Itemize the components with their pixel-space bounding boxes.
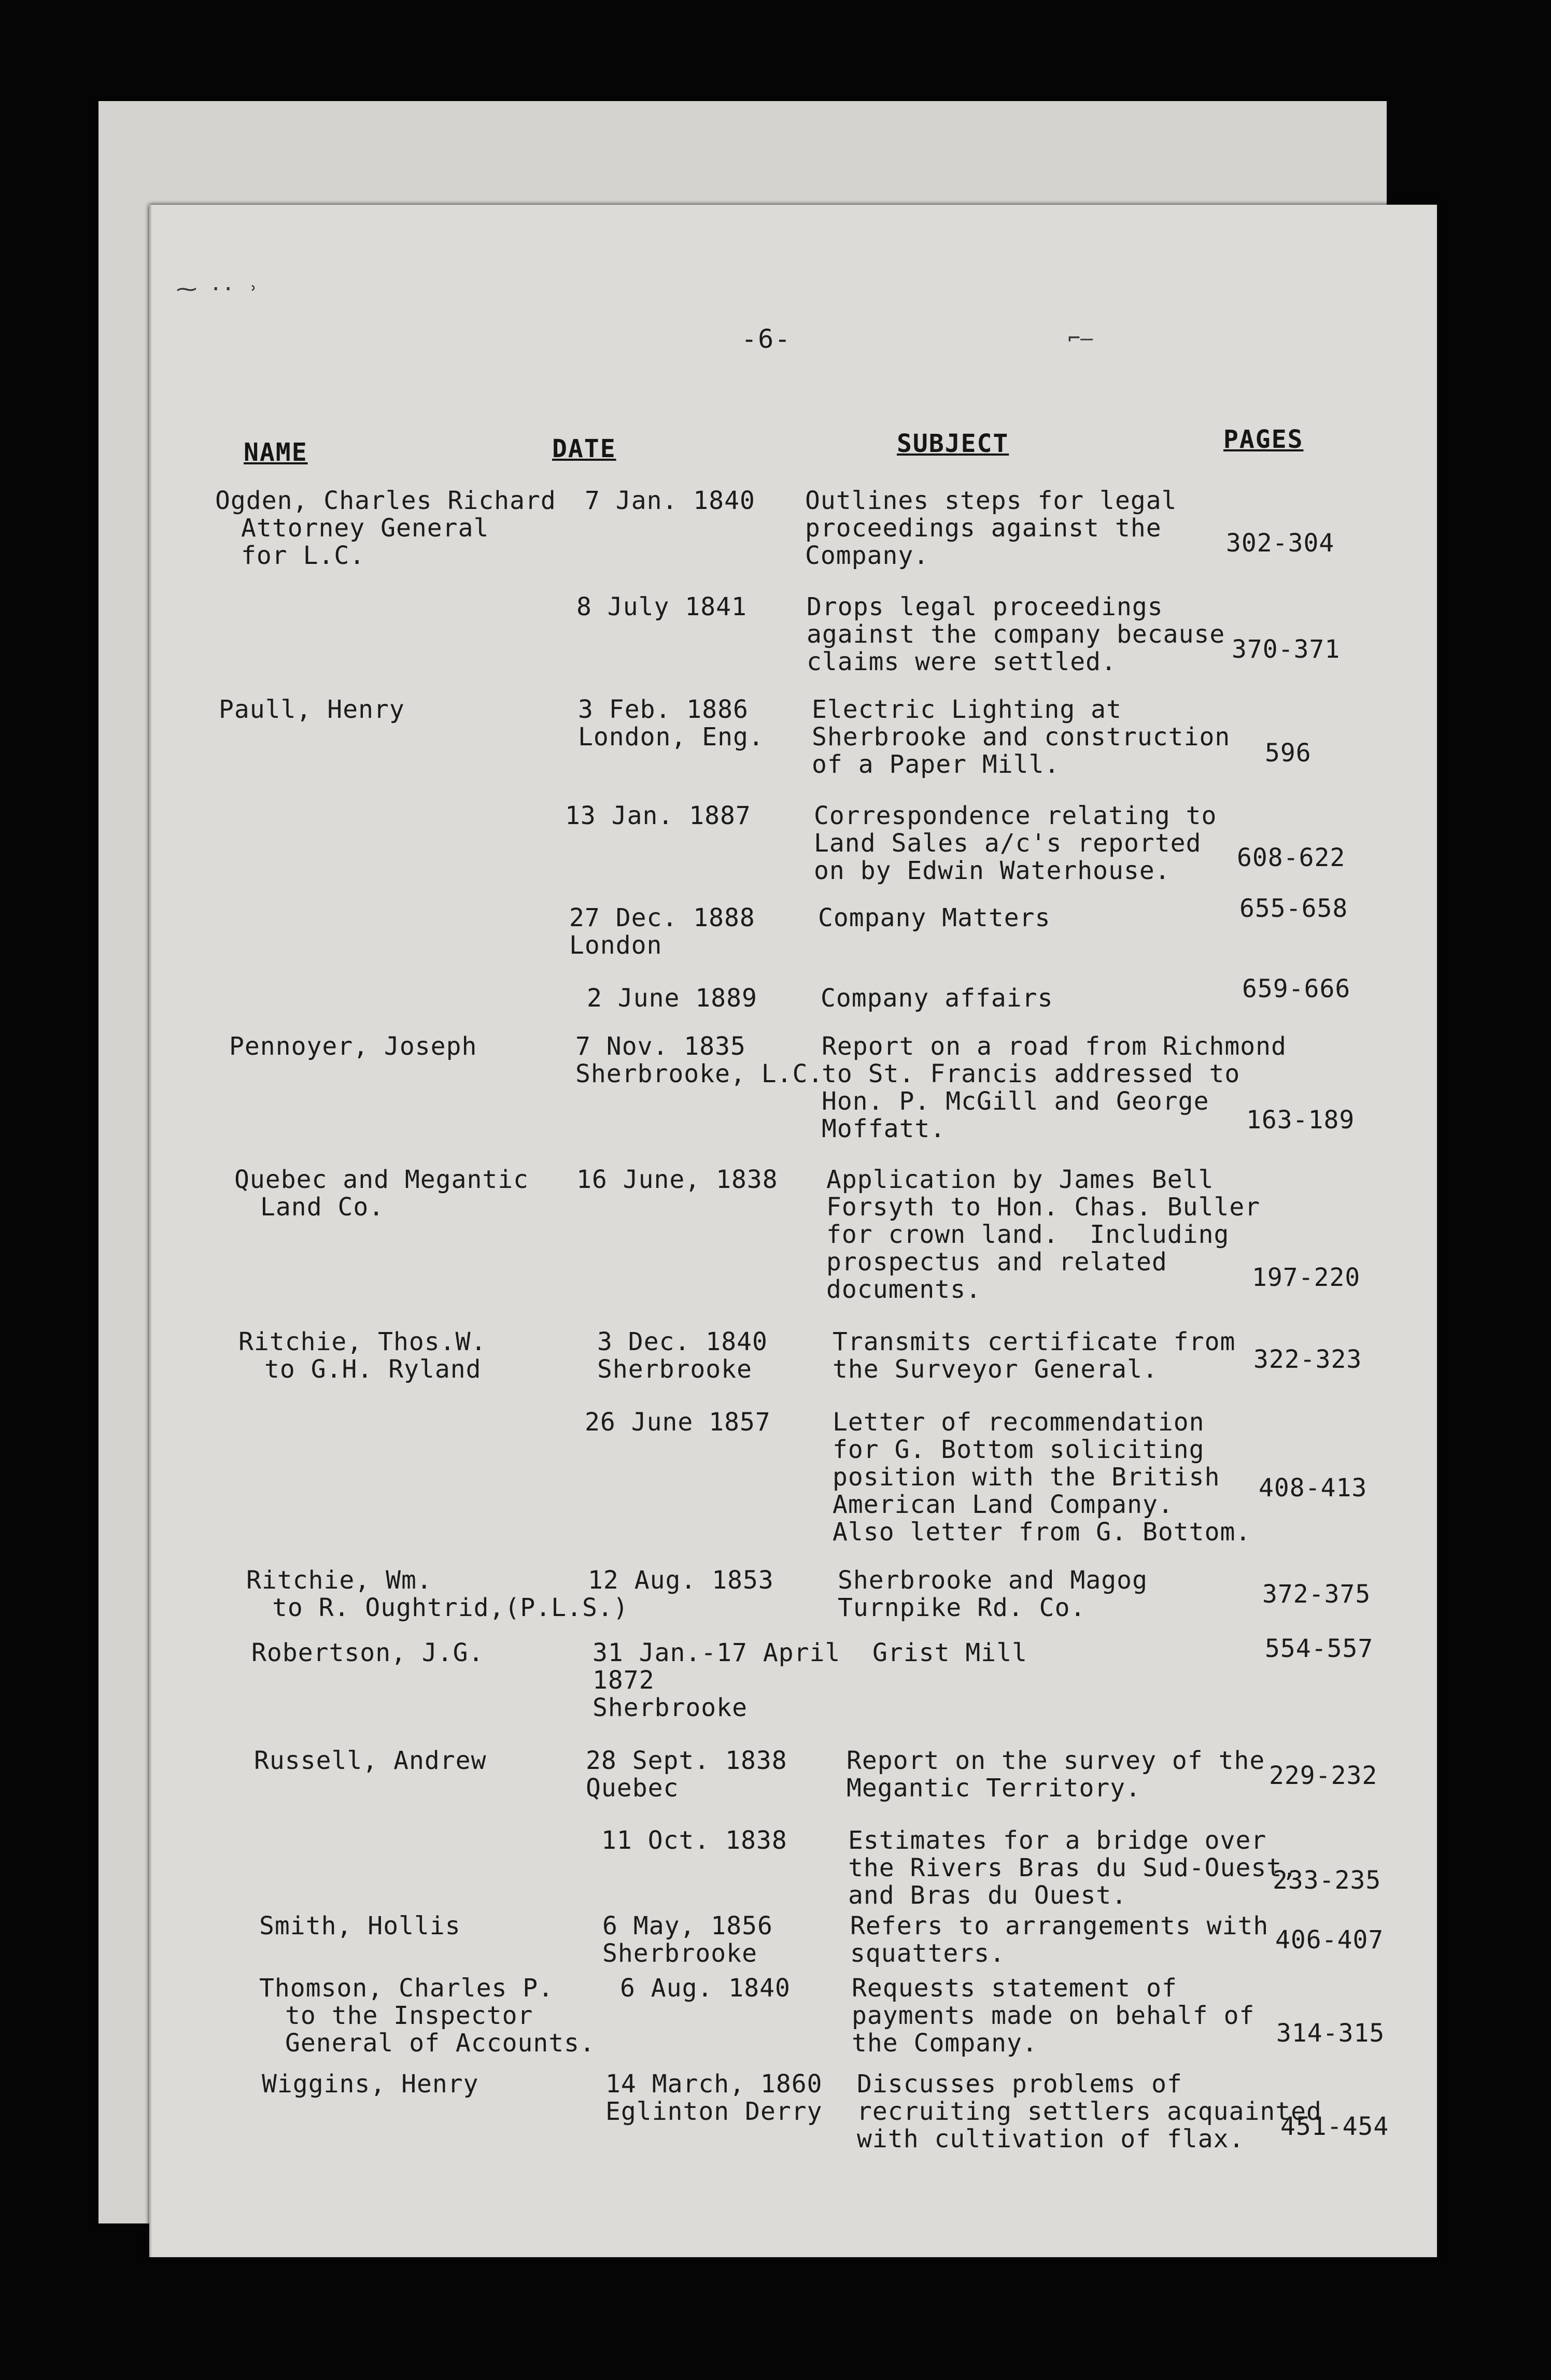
entry-date-line: Eglinton Derry bbox=[605, 2097, 823, 2126]
entry-date-line: London, Eng. bbox=[578, 722, 764, 752]
entry-subject-line: for crown land. Including bbox=[826, 1220, 1230, 1249]
entry-date-line: 16 June, 1838 bbox=[576, 1165, 778, 1194]
entry-name-line: to R. Oughtrid,(P.L.S.) bbox=[272, 1593, 629, 1622]
entry-date bbox=[585, 1409, 771, 1436]
entry-name bbox=[238, 1328, 486, 1383]
entry-subject-line: Grist Mill bbox=[872, 1638, 1027, 1667]
entry-date bbox=[578, 696, 764, 751]
entry-date bbox=[575, 1033, 823, 1088]
entry-subject-line: Letter of recommendation bbox=[833, 1408, 1205, 1437]
entry-subject bbox=[818, 904, 1050, 932]
entry-name-line: Smith, Hollis bbox=[259, 1911, 461, 1940]
entry-pages: 302-304 bbox=[1226, 529, 1335, 558]
entry-pages: 233-235 bbox=[1273, 1866, 1381, 1895]
entry-subject bbox=[805, 487, 1177, 570]
entry-subject-line: the Surveyor General. bbox=[833, 1355, 1158, 1384]
entry-subject-line: the Rivers Bras du Sud-Ouest, bbox=[848, 1853, 1298, 1882]
entry-name-line: Thomson, Charles P. bbox=[259, 1974, 554, 2003]
entry-date-line: 31 Jan.-17 April bbox=[593, 1638, 841, 1667]
entry-subject bbox=[872, 1639, 1027, 1667]
entry-subject-line: Company. bbox=[805, 541, 929, 570]
entry-subject-line: Electric Lighting at bbox=[812, 695, 1122, 724]
entry-subject-line: Estimates for a bridge over bbox=[848, 1826, 1267, 1855]
entry-date-line: 28 Sept. 1838 bbox=[586, 1746, 787, 1775]
stray-mark: ⁓ ·· ˒ bbox=[176, 277, 260, 301]
entry-name bbox=[251, 1639, 484, 1667]
entry-pages: 554-557 bbox=[1265, 1634, 1374, 1663]
entry-subject-line: Company affairs bbox=[821, 984, 1053, 1013]
entry-date bbox=[593, 1639, 840, 1722]
entry-name-line: Paull, Henry bbox=[219, 695, 405, 724]
entry-subject-line: Drops legal proceedings bbox=[807, 592, 1163, 621]
entry-name-line: Robertson, J.G. bbox=[251, 1638, 484, 1667]
entry-date-line: 6 Aug. 1840 bbox=[620, 1974, 791, 2003]
entry-date bbox=[601, 1827, 787, 1854]
entry-subject-line: Report on a road from Richmond bbox=[822, 1032, 1287, 1061]
entry-name-line: Quebec and Megantic bbox=[234, 1165, 529, 1194]
entry-subject-line: Megantic Territory. bbox=[847, 1774, 1141, 1803]
entry-pages: 451-454 bbox=[1280, 2112, 1389, 2141]
entry-date-line: Sherbrooke bbox=[593, 1693, 748, 1722]
entry-name bbox=[219, 696, 405, 724]
entry-subject bbox=[833, 1409, 1251, 1546]
entry-name bbox=[262, 2071, 479, 2098]
entry-date-line: 8 July 1841 bbox=[576, 592, 747, 621]
entry-date bbox=[576, 593, 747, 621]
entry-subject bbox=[857, 2071, 1322, 2153]
entry-date bbox=[565, 802, 751, 830]
entry-name-line: to the Inspector bbox=[285, 2001, 533, 2030]
entry-date bbox=[585, 487, 755, 515]
entry-subject-line: Sherbrooke and Magog bbox=[838, 1566, 1148, 1595]
entry-subject-line: prospectus and related bbox=[826, 1248, 1167, 1277]
entry-pages: 163-189 bbox=[1246, 1106, 1355, 1135]
entry-subject-line: proceedings against the bbox=[805, 514, 1162, 543]
header-pages: PAGES bbox=[1223, 425, 1304, 454]
entry-name-line: Ritchie, Wm. bbox=[246, 1566, 432, 1595]
entry-name-line: Ogden, Charles Richard bbox=[215, 486, 556, 515]
entry-name-line: Russell, Andrew bbox=[254, 1746, 487, 1775]
entry-subject-line: payments made on behalf of bbox=[852, 2001, 1255, 2030]
entry-subject-line: recruiting settlers acquainted bbox=[857, 2097, 1322, 2126]
entry-subject bbox=[838, 1567, 1148, 1622]
entry-subject-line: of a Paper Mill. bbox=[812, 750, 1060, 779]
entry-date bbox=[602, 1912, 773, 1967]
entry-date-line: 3 Dec. 1840 bbox=[597, 1327, 768, 1356]
entry-subject-line: Discusses problems of bbox=[857, 2070, 1182, 2099]
entry-pages: 197-220 bbox=[1252, 1263, 1361, 1292]
entry-subject bbox=[833, 1328, 1235, 1383]
entry-subject-line: Application by James Bell bbox=[826, 1165, 1214, 1194]
entry-name-line: Ritchie, Thos.W. bbox=[238, 1327, 487, 1356]
entry-date-line: Sherbrooke bbox=[602, 1939, 757, 1968]
entry-subject-line: documents. bbox=[826, 1275, 981, 1304]
entry-date-line: 2 June 1889 bbox=[587, 984, 757, 1013]
entry-date-line: Quebec bbox=[586, 1774, 679, 1803]
entry-date-line: 6 May, 1856 bbox=[602, 1911, 773, 1940]
entry-name-line: Pennoyer, Joseph bbox=[229, 1032, 477, 1061]
entry-date-line: 14 March, 1860 bbox=[605, 2070, 823, 2099]
entry-date-line: 1872 bbox=[593, 1666, 655, 1695]
entry-name bbox=[234, 1166, 529, 1221]
header-date: DATE bbox=[552, 434, 616, 463]
entry-date-line: Sherbrooke, L.C. bbox=[575, 1059, 824, 1088]
pencil-mark: ⌐– bbox=[1068, 327, 1093, 350]
entry-subject-line: Also letter from G. Bottom. bbox=[833, 1518, 1251, 1547]
entry-name-line: for L.C. bbox=[241, 541, 365, 570]
entry-name bbox=[259, 1912, 461, 1940]
entry-subject-line: to St. Francis addressed to bbox=[822, 1059, 1240, 1088]
entry-pages: 406-407 bbox=[1275, 1925, 1384, 1954]
entry-pages: 659-666 bbox=[1242, 974, 1351, 1003]
entry-date-line: Sherbrooke bbox=[597, 1355, 752, 1384]
entry-name bbox=[254, 1747, 486, 1775]
entry-date-line: 11 Oct. 1838 bbox=[601, 1826, 787, 1855]
entry-subject bbox=[850, 1912, 1268, 1967]
entry-name-line: General of Accounts. bbox=[285, 2029, 595, 2058]
entry-date-line: 7 Nov. 1835 bbox=[575, 1032, 746, 1061]
header-subject: SUBJECT bbox=[897, 429, 1009, 458]
entry-subject-line: Sherbrooke and construction bbox=[812, 722, 1231, 752]
entry-subject-line: the Company. bbox=[852, 2029, 1038, 2058]
entry-date-line: London bbox=[569, 931, 662, 960]
entry-pages: 229-232 bbox=[1269, 1761, 1378, 1790]
entry-date bbox=[605, 2071, 823, 2126]
entry-subject-line: Turnpike Rd. Co. bbox=[838, 1593, 1086, 1622]
entry-subject-line: Requests statement of bbox=[852, 1974, 1177, 2003]
entry-name-line: Land Co. bbox=[260, 1193, 385, 1222]
entry-date bbox=[569, 904, 755, 959]
entry-subject bbox=[821, 985, 1053, 1012]
entry-name-line: Wiggins, Henry bbox=[262, 2070, 479, 2099]
entry-subject bbox=[814, 802, 1217, 885]
entry-subject-line: Transmits certificate from bbox=[833, 1327, 1236, 1356]
entry-subject-line: position with the British bbox=[833, 1463, 1220, 1492]
entry-date bbox=[586, 1747, 787, 1802]
entry-subject-line: Report on the survey of the bbox=[847, 1746, 1265, 1775]
entry-subject-line: Forsyth to Hon. Chas. Buller bbox=[826, 1193, 1261, 1222]
entry-date-line: 27 Dec. 1888 bbox=[569, 903, 755, 932]
entry-date-line: 12 Aug. 1853 bbox=[588, 1566, 774, 1595]
entry-subject-line: and Bras du Ouest. bbox=[848, 1881, 1127, 1910]
page-number: -6- bbox=[741, 324, 792, 354]
entry-subject-line: Outlines steps for legal bbox=[805, 486, 1177, 515]
entry-name-line: to G.H. Ryland bbox=[264, 1355, 482, 1384]
entry-date bbox=[587, 985, 757, 1012]
entry-subject-line: American Land Company. bbox=[833, 1490, 1174, 1519]
entry-pages: 314-315 bbox=[1276, 2019, 1385, 2048]
entry-subject bbox=[826, 1166, 1260, 1304]
entry-subject-line: Correspondence relating to bbox=[814, 801, 1217, 830]
entry-pages: 596 bbox=[1265, 739, 1312, 768]
entry-name bbox=[215, 487, 556, 570]
entry-pages: 372-375 bbox=[1262, 1580, 1371, 1609]
entry-subject-line: with cultivation of flax. bbox=[857, 2124, 1245, 2154]
entry-subject-line: against the company because bbox=[807, 620, 1225, 649]
entry-subject-line: on by Edwin Waterhouse. bbox=[814, 856, 1171, 885]
entry-name bbox=[259, 1975, 595, 2057]
entry-subject bbox=[807, 593, 1225, 676]
entry-subject-line: Refers to arrangements with bbox=[850, 1911, 1269, 1940]
entry-subject-line: Hon. P. McGill and George bbox=[822, 1087, 1209, 1116]
header-name: NAME bbox=[244, 438, 308, 467]
entry-pages: 408-413 bbox=[1259, 1474, 1367, 1503]
entry-date-line: 7 Jan. 1840 bbox=[585, 486, 755, 515]
entry-subject-line: Company Matters bbox=[818, 903, 1051, 932]
entry-date bbox=[620, 1975, 791, 2002]
entry-name-line: Attorney General bbox=[241, 514, 489, 543]
entry-date-line: 26 June 1857 bbox=[585, 1408, 771, 1437]
entry-subject-line: Land Sales a/c's reported bbox=[814, 829, 1202, 858]
entry-pages: 608-622 bbox=[1237, 843, 1346, 872]
entry-date-line: 13 Jan. 1887 bbox=[565, 801, 751, 830]
entry-subject-line: Moffatt. bbox=[822, 1114, 946, 1143]
entry-pages: 322-323 bbox=[1253, 1345, 1362, 1374]
entry-subject bbox=[822, 1033, 1287, 1143]
entry-subject-line: squatters. bbox=[850, 1939, 1005, 1968]
entry-name bbox=[246, 1567, 629, 1622]
entry-date bbox=[576, 1166, 778, 1194]
entry-date bbox=[588, 1567, 774, 1594]
entry-subject-line: claims were settled. bbox=[807, 647, 1117, 676]
entry-pages: 655-658 bbox=[1239, 894, 1348, 923]
entry-subject-line: for G. Bottom soliciting bbox=[833, 1435, 1205, 1464]
entry-subject bbox=[847, 1747, 1265, 1802]
entry-pages: 370-371 bbox=[1232, 635, 1341, 664]
entry-subject bbox=[812, 696, 1230, 778]
entry-name bbox=[229, 1033, 477, 1060]
entry-date bbox=[597, 1328, 768, 1383]
entry-date-line: 3 Feb. 1886 bbox=[578, 695, 749, 724]
entry-subject bbox=[852, 1975, 1254, 2057]
entry-subject bbox=[848, 1827, 1298, 1909]
